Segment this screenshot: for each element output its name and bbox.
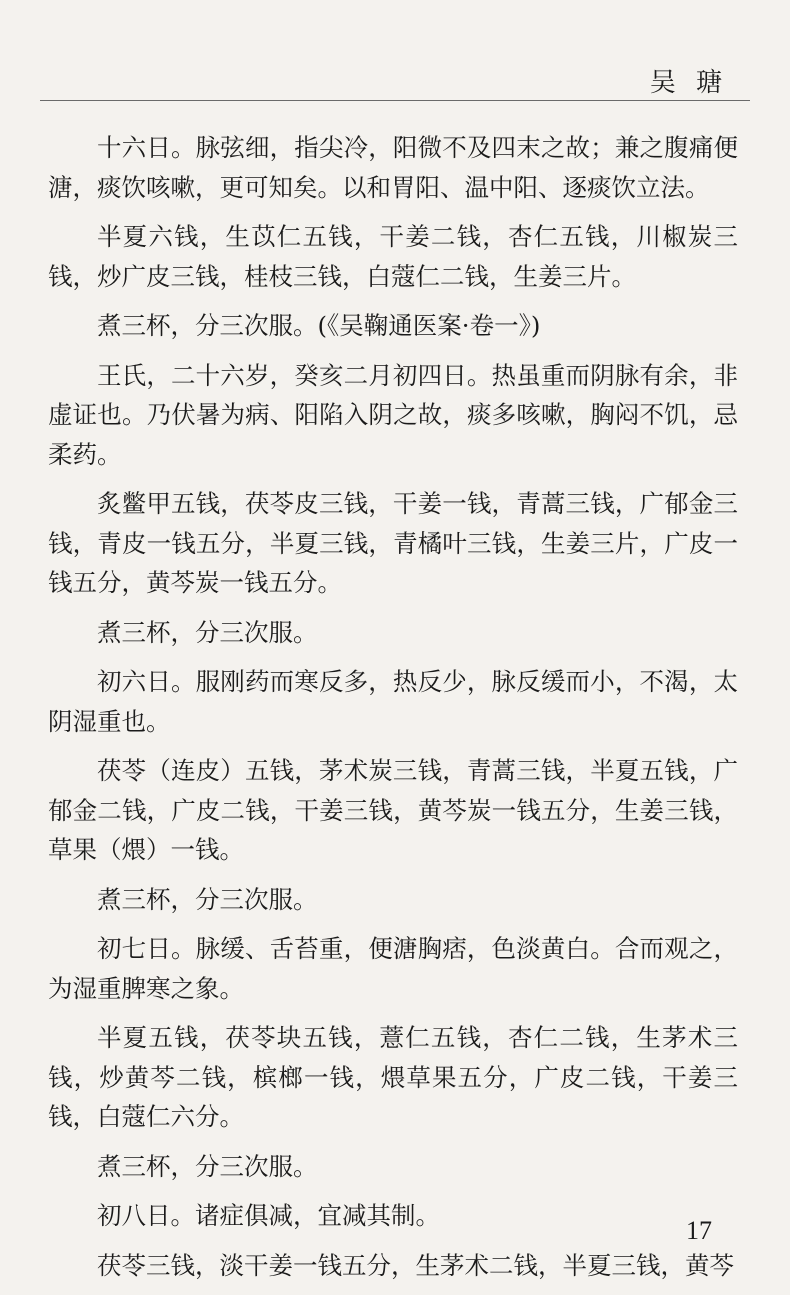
paragraph: 王氏，二十六岁，癸亥二月初四日。热虽重而阴脉有余，非虚证也。乃伏暑为病、阳陷入阴之故，痰多咳嗽，胸闷不饥，忌柔药。 — [48, 360, 738, 469]
paragraph: 半夏五钱，茯苓块五钱，薏仁五钱，杏仁二钱，生茅术三钱，炒黄芩二钱，槟榔一钱，煨草果五分，广皮二钱，干姜三钱，白蔻仁六分。 — [48, 1023, 738, 1131]
running-head: 吴 瑭 — [649, 68, 728, 98]
paragraph: 煮三杯，分三次服。 — [97, 884, 318, 914]
paragraph: 初八日。诸症俱减，宜减其制。 — [97, 1201, 440, 1230]
paragraph: 初六日。服刚药而寒反多，热反少，脉反缓而小，不渴，太阴湿重也。 — [48, 667, 738, 736]
paragraph: 初七日。脉缓、舌苔重，便溏胸痞，色淡黄白。合而观之，为湿重脾寒之象。 — [48, 934, 738, 1003]
paragraph: 煮三杯，分三次服。 — [97, 617, 318, 647]
paragraph: 炙鳖甲五钱，茯苓皮三钱，干姜一钱，青蒿三钱，广郁金三钱，青皮一钱五分，半夏三钱，青橘叶三钱，生姜三片，广皮一钱五分，黄芩炭一钱五分。 — [48, 489, 738, 597]
paragraph: 半夏六钱，生苡仁五钱，干姜二钱，杏仁五钱，川椒炭三钱，炒广皮三钱，桂枝三钱，白蔻仁二钱，生姜三片。 — [48, 222, 738, 291]
paragraph: 十六日。脉弦细，指尖冷，阳微不及四末之故；兼之腹痛便溏，痰饮咳嗽，更可知矣。以和胃阳、温中阳、逐痰饮立法。 — [48, 133, 738, 202]
paragraph: 茯苓（连皮）五钱，茅术炭三钱，青蒿三钱，半夏五钱，广郁金二钱，广皮二钱，干姜三钱，黄芩炭一钱五分，生姜三钱，草果（煨）一钱。 — [48, 756, 738, 864]
header-rule — [40, 100, 750, 101]
paragraph: 煮三杯，分三次服。(《吴鞠通医案·卷一》) — [97, 311, 541, 340]
page-number: 17 — [686, 1216, 712, 1245]
page-body — [48, 128, 738, 1295]
paragraph: 煮三杯，分三次服。 — [97, 1151, 318, 1181]
paragraph: 茯苓三钱，淡干姜一钱五分，生茅术二钱，半夏三钱，黄芩 — [97, 1250, 734, 1280]
